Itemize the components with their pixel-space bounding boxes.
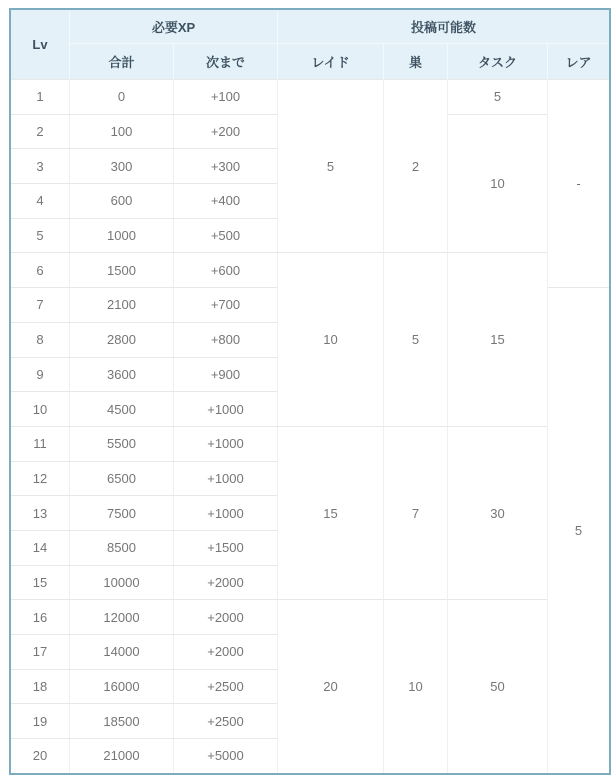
header-lv: Lv	[11, 10, 69, 79]
next-xp-cell: +2500	[173, 669, 277, 704]
total-xp-cell: 600	[69, 183, 173, 218]
table-header	[11, 10, 609, 79]
raid-cell: 20	[277, 599, 383, 772]
nest-cell: 5	[383, 252, 447, 425]
table-row	[11, 599, 609, 634]
rare-cell: 5	[547, 287, 609, 773]
total-xp-cell: 2800	[69, 322, 173, 357]
total-xp-cell: 0	[69, 79, 173, 114]
header-raid: レイド	[277, 43, 383, 79]
task-cell: 5	[447, 79, 547, 114]
raid-cell: 10	[277, 252, 383, 425]
lv-cell: 13	[11, 495, 69, 530]
task-cell: 50	[447, 599, 547, 772]
raid-cell: 5	[277, 79, 383, 252]
next-xp-cell: +900	[173, 357, 277, 392]
total-xp-cell: 7500	[69, 495, 173, 530]
lv-cell: 5	[11, 218, 69, 253]
table-row	[11, 426, 609, 461]
lv-cell: 11	[11, 426, 69, 461]
next-xp-cell: +800	[173, 322, 277, 357]
header-required-xp: 必要XP	[69, 10, 277, 43]
total-xp-cell: 10000	[69, 565, 173, 600]
total-xp-cell: 12000	[69, 599, 173, 634]
next-xp-cell: +2500	[173, 703, 277, 738]
task-cell: 10	[447, 114, 547, 253]
lv-cell: 9	[11, 357, 69, 392]
total-xp-cell: 1500	[69, 252, 173, 287]
header-group-row	[11, 10, 609, 43]
next-xp-cell: +1000	[173, 495, 277, 530]
next-xp-cell: +600	[173, 252, 277, 287]
raid-cell: 15	[277, 426, 383, 599]
task-cell: 30	[447, 426, 547, 599]
total-xp-cell: 14000	[69, 634, 173, 669]
next-xp-cell: +5000	[173, 738, 277, 773]
total-xp-cell: 300	[69, 148, 173, 183]
lv-cell: 10	[11, 391, 69, 426]
total-xp-cell: 16000	[69, 669, 173, 704]
nest-cell: 2	[383, 79, 447, 252]
total-xp-cell: 8500	[69, 530, 173, 565]
lv-cell: 4	[11, 183, 69, 218]
total-xp-cell: 2100	[69, 287, 173, 322]
lv-cell: 18	[11, 669, 69, 704]
next-xp-cell: +1000	[173, 426, 277, 461]
lv-cell: 20	[11, 738, 69, 773]
next-xp-cell: +1500	[173, 530, 277, 565]
header-sub-row	[11, 43, 609, 79]
nest-cell: 10	[383, 599, 447, 772]
total-xp-cell: 100	[69, 114, 173, 149]
next-xp-cell: +2000	[173, 599, 277, 634]
next-xp-cell: +300	[173, 148, 277, 183]
lv-cell: 3	[11, 148, 69, 183]
rare-cell: -	[547, 79, 609, 287]
total-xp-cell: 21000	[69, 738, 173, 773]
total-xp-cell: 6500	[69, 461, 173, 496]
next-xp-cell: +500	[173, 218, 277, 253]
header-rare: レア	[547, 43, 609, 79]
total-xp-cell: 3600	[69, 357, 173, 392]
lv-cell: 7	[11, 287, 69, 322]
header-task: タスク	[447, 43, 547, 79]
header-total-xp: 合計	[69, 43, 173, 79]
total-xp-cell: 4500	[69, 391, 173, 426]
header-post-count: 投稿可能数	[277, 10, 609, 43]
next-xp-cell: +2000	[173, 634, 277, 669]
level-xp-table	[9, 8, 611, 775]
total-xp-cell: 1000	[69, 218, 173, 253]
table-row	[11, 252, 609, 287]
task-cell: 15	[447, 252, 547, 425]
table-body	[11, 79, 609, 773]
total-xp-cell: 5500	[69, 426, 173, 461]
lv-cell: 12	[11, 461, 69, 496]
next-xp-cell: +100	[173, 79, 277, 114]
next-xp-cell: +700	[173, 287, 277, 322]
lv-cell: 19	[11, 703, 69, 738]
next-xp-cell: +1000	[173, 461, 277, 496]
header-next-xp: 次まで	[173, 43, 277, 79]
lv-cell: 14	[11, 530, 69, 565]
lv-cell: 2	[11, 114, 69, 149]
next-xp-cell: +400	[173, 183, 277, 218]
lv-cell: 16	[11, 599, 69, 634]
lv-cell: 8	[11, 322, 69, 357]
header-nest: 巣	[383, 43, 447, 79]
nest-cell: 7	[383, 426, 447, 599]
total-xp-cell: 18500	[69, 703, 173, 738]
lv-cell: 6	[11, 252, 69, 287]
next-xp-cell: +1000	[173, 391, 277, 426]
lv-cell: 15	[11, 565, 69, 600]
table-row	[11, 79, 609, 114]
next-xp-cell: +200	[173, 114, 277, 149]
lv-cell: 17	[11, 634, 69, 669]
lv-cell: 1	[11, 79, 69, 114]
next-xp-cell: +2000	[173, 565, 277, 600]
